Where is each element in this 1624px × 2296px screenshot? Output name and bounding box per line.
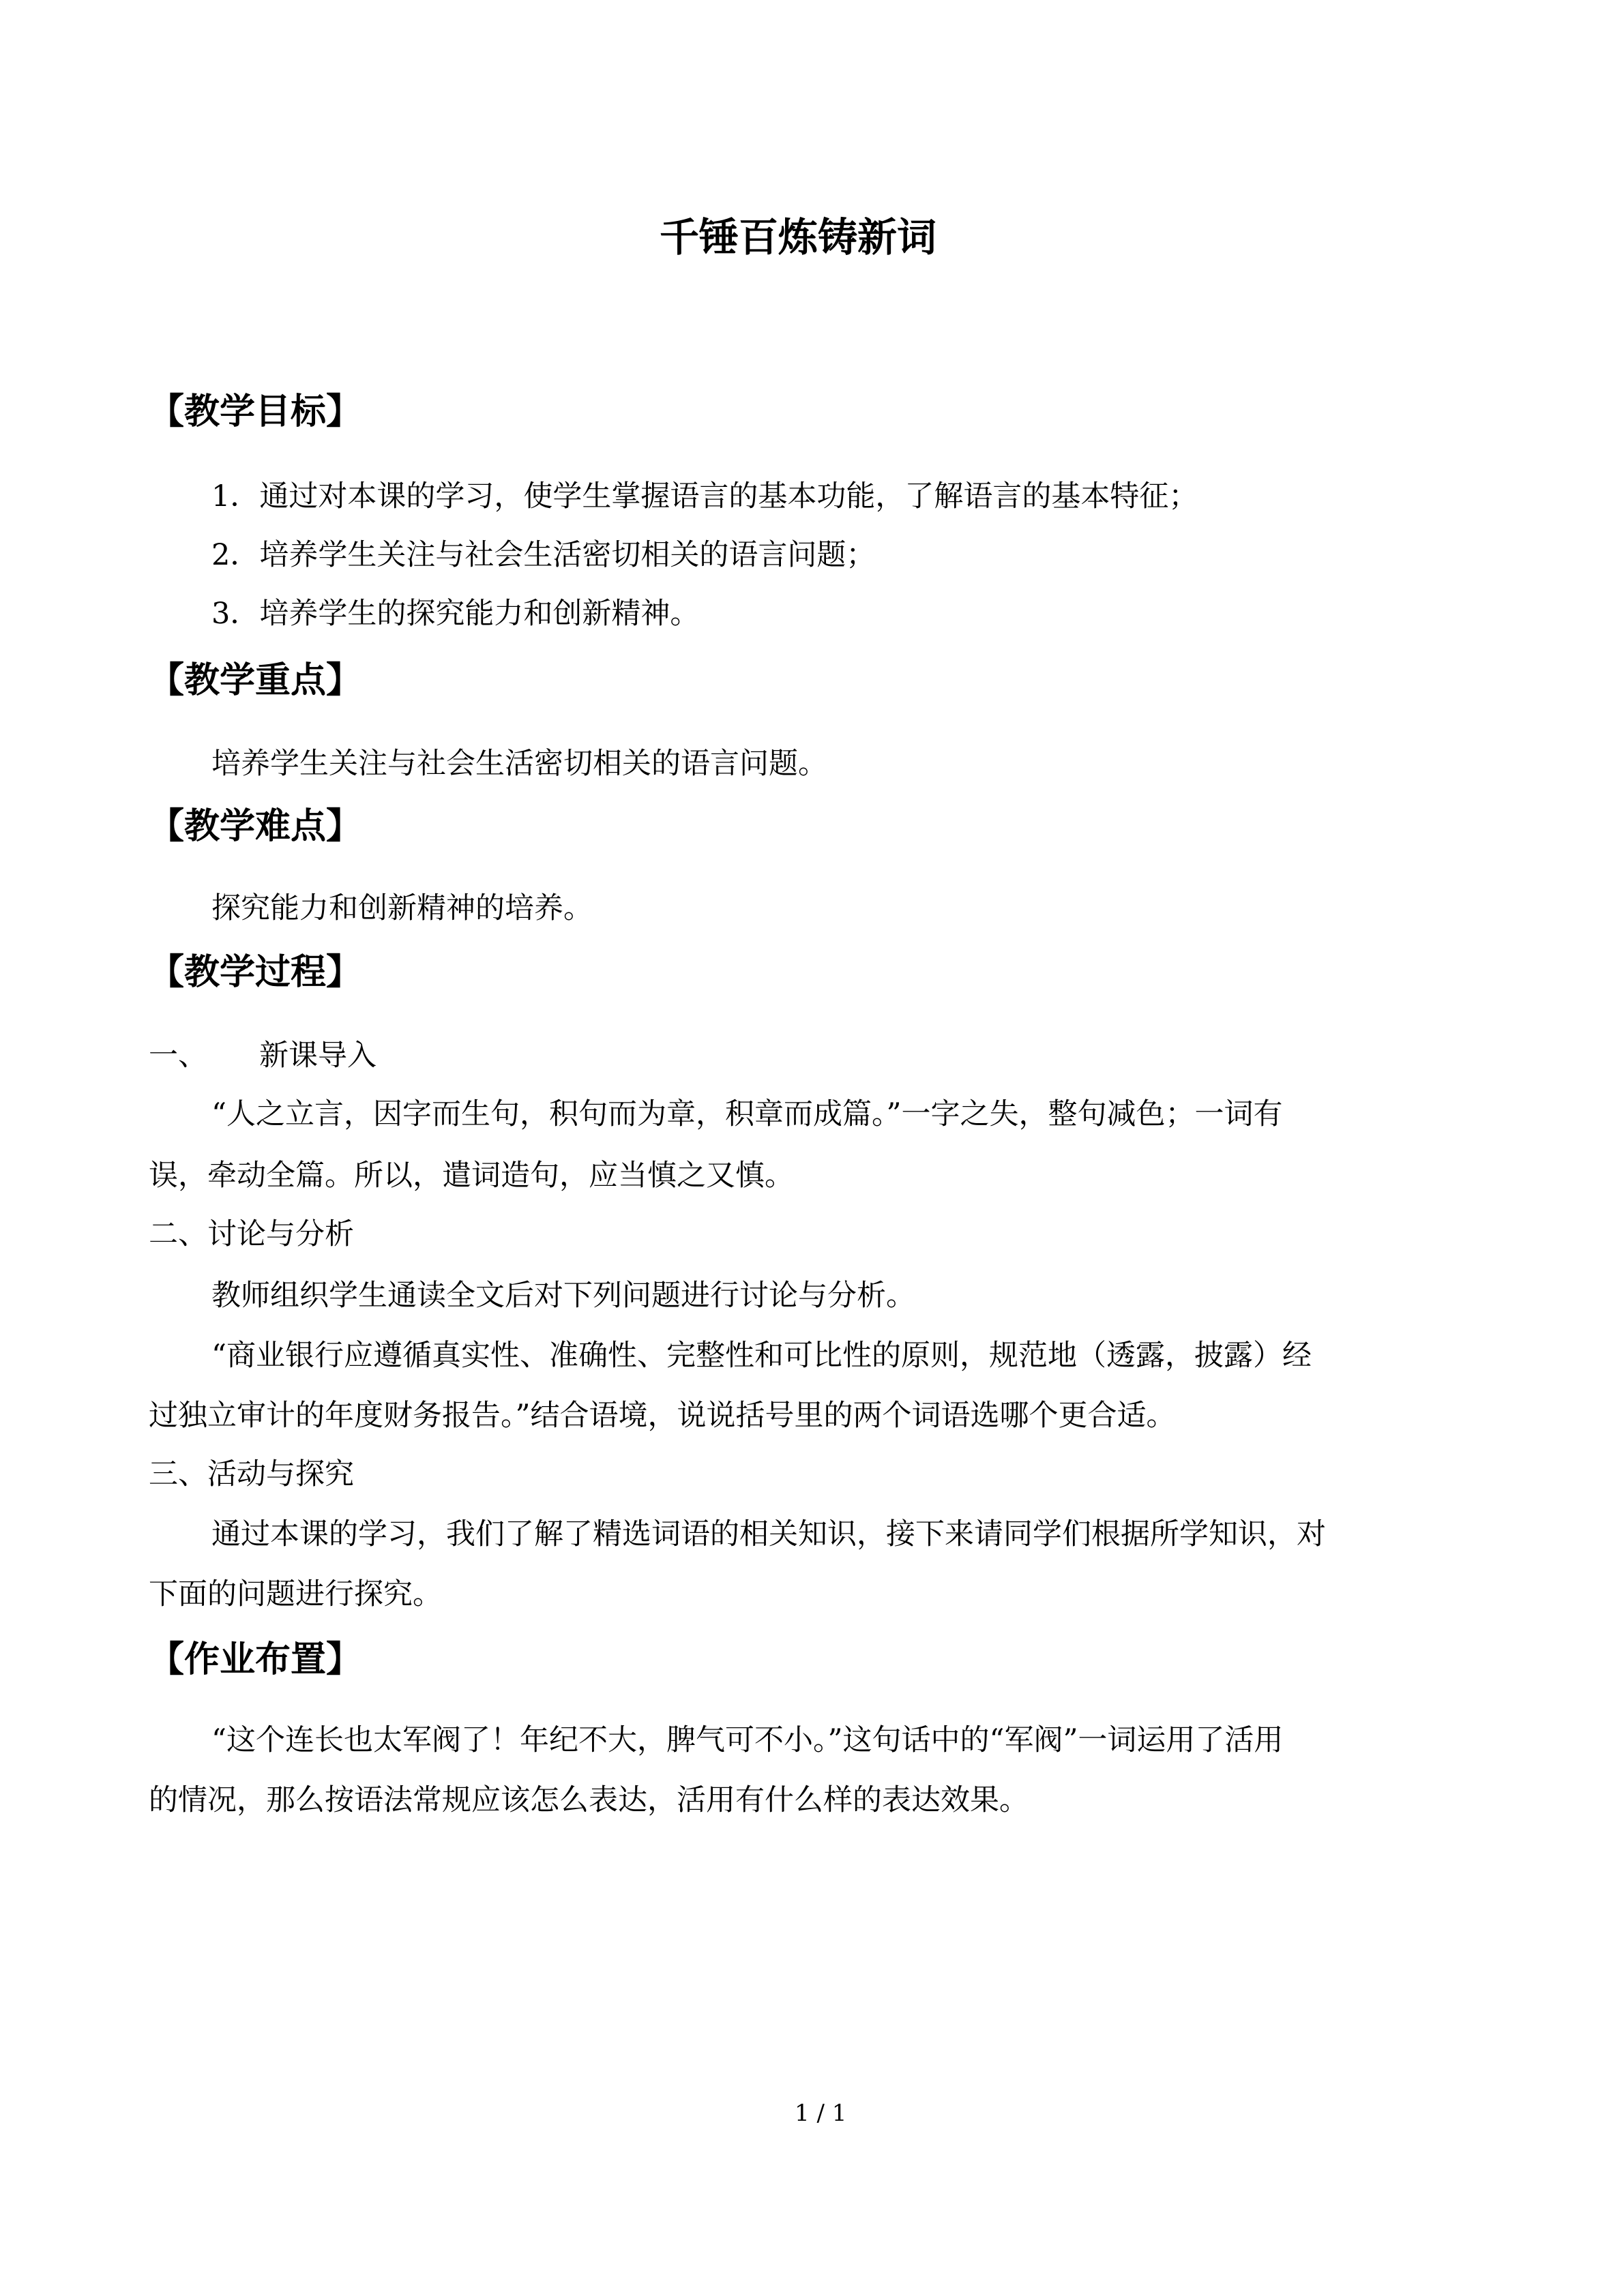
objective-item: 2．培养学生关注与社会生活密切相关的语言问题；: [211, 538, 876, 572]
process-step1-number: 一、: [149, 1039, 207, 1073]
process-step2-line: 过独立审计的年度财务报告。”结合语境，说说括号里的两个词语选哪个更合适。: [149, 1399, 1176, 1433]
homework-line: “这个连长也太军阀了！年纪不大，脾气可不小。”这句话中的“军阀”一词运用了活用: [211, 1723, 1284, 1757]
document-title: 千锤百炼铸新词: [660, 214, 937, 260]
process-step3-line: 下面的问题进行探究。: [149, 1577, 442, 1611]
process-step3-line: 通过本课的学习，我们了解了精选词语的相关知识，接下来请同学们根据所学知识，对: [211, 1517, 1326, 1551]
objective-item: 1．通过对本课的学习，使学生掌握语言的基本功能，了解语言的基本特征；: [211, 479, 1198, 513]
section-heading-key-points: 【教学重点】: [149, 660, 362, 701]
homework-line: 的情况，那么按语法常规应该怎么表达，活用有什么样的表达效果。: [149, 1783, 1029, 1817]
section-heading-objectives: 【教学目标】: [149, 391, 362, 432]
key-points-text: 培养学生关注与社会生活密切相关的语言问题。: [211, 747, 827, 781]
process-step1-line: 误，牵动全篇。所以，遣词造句，应当慎之又慎。: [149, 1159, 794, 1193]
section-heading-homework: 【作业布置】: [149, 1639, 362, 1680]
difficulties-text: 探究能力和创新精神的培养。: [211, 891, 593, 925]
process-step3-label: 三、活动与探究: [149, 1457, 354, 1491]
page-number: 1 / 1: [795, 2100, 847, 2127]
section-heading-difficulties: 【教学难点】: [149, 806, 362, 847]
process-step2-label: 二、讨论与分析: [149, 1217, 354, 1251]
process-step2-line: 教师组织学生通读全文后对下列问题进行讨论与分析。: [211, 1279, 915, 1313]
process-step1-label: 新课导入: [259, 1039, 377, 1073]
section-heading-process: 【教学过程】: [149, 952, 362, 993]
process-step2-line: “商业银行应遵循真实性、准确性、完整性和可比性的原则，规范地（透露，披露）经: [211, 1339, 1312, 1373]
objective-item: 3．培养学生的探究能力和创新精神。: [211, 597, 700, 631]
process-step1-line: “人之立言，因字而生句，积句而为章，积章而成篇。”一字之失，整句减色；一词有: [211, 1097, 1283, 1131]
